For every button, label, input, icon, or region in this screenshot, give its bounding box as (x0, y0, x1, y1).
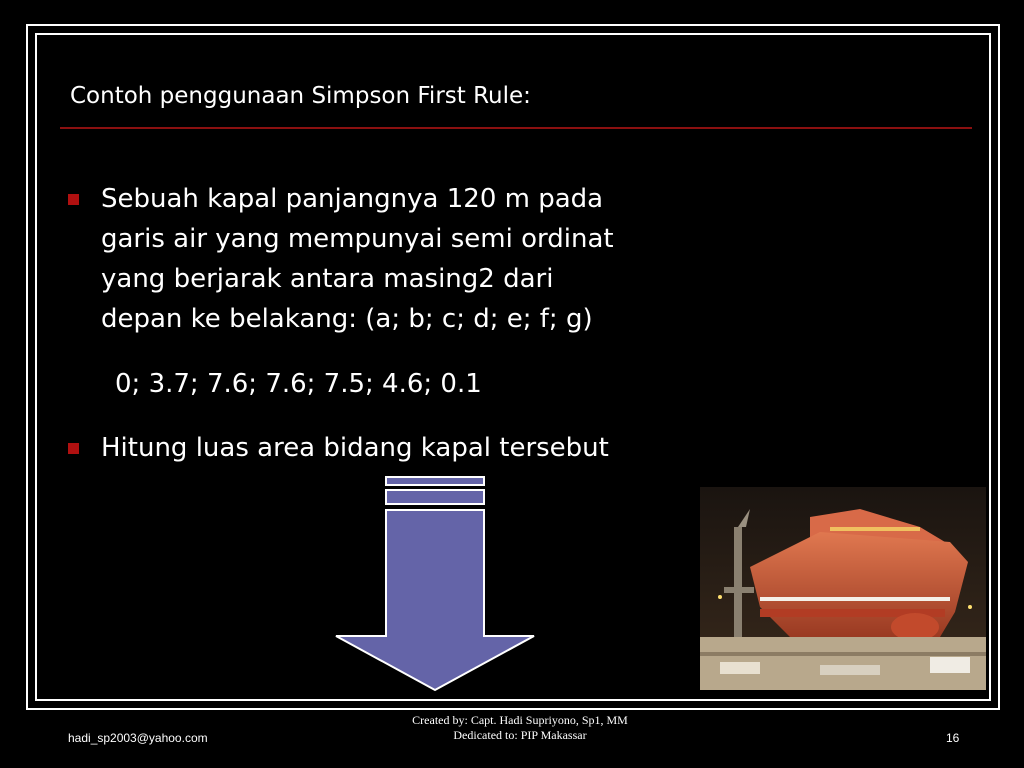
bullet-marker-icon (68, 443, 79, 454)
ship-photo (700, 487, 986, 690)
footer-credits (340, 713, 700, 743)
bullet-1-line-1: Sebuah kapal panjangnya 120 m pada (101, 184, 604, 214)
bullet-1-line-4: depan ke belakang: (a; b; c; d; e; f; g) (101, 304, 593, 334)
page-number: 16 (946, 731, 960, 745)
title-divider (60, 127, 972, 129)
bullet-1-line-3: yang berjarak antara masing2 dari (101, 264, 554, 294)
ordinate-values: 0; 3.7; 7.6; 7.6; 7.5; 4.6; 0.1 (115, 369, 482, 399)
bullet-item-1 (101, 179, 721, 339)
bullet-1-line-2: garis air yang mempunyai semi ordinat (101, 224, 614, 254)
slide-title: Contoh penggunaan Simpson First Rule: (70, 83, 531, 109)
footer-email: hadi_sp2003@yahoo.com (68, 731, 208, 745)
bullet-2-text: Hitung luas area bidang kapal tersebut (101, 433, 609, 463)
footer-credit-line-1: Created by: Capt. Hadi Supriyono, Sp1, MM (412, 713, 628, 727)
bullet-item-2 (101, 428, 741, 468)
down-arrow-icon (335, 475, 535, 693)
bullet-marker-icon (68, 194, 79, 205)
footer-credit-line-2: Dedicated to: PIP Makassar (453, 728, 587, 742)
